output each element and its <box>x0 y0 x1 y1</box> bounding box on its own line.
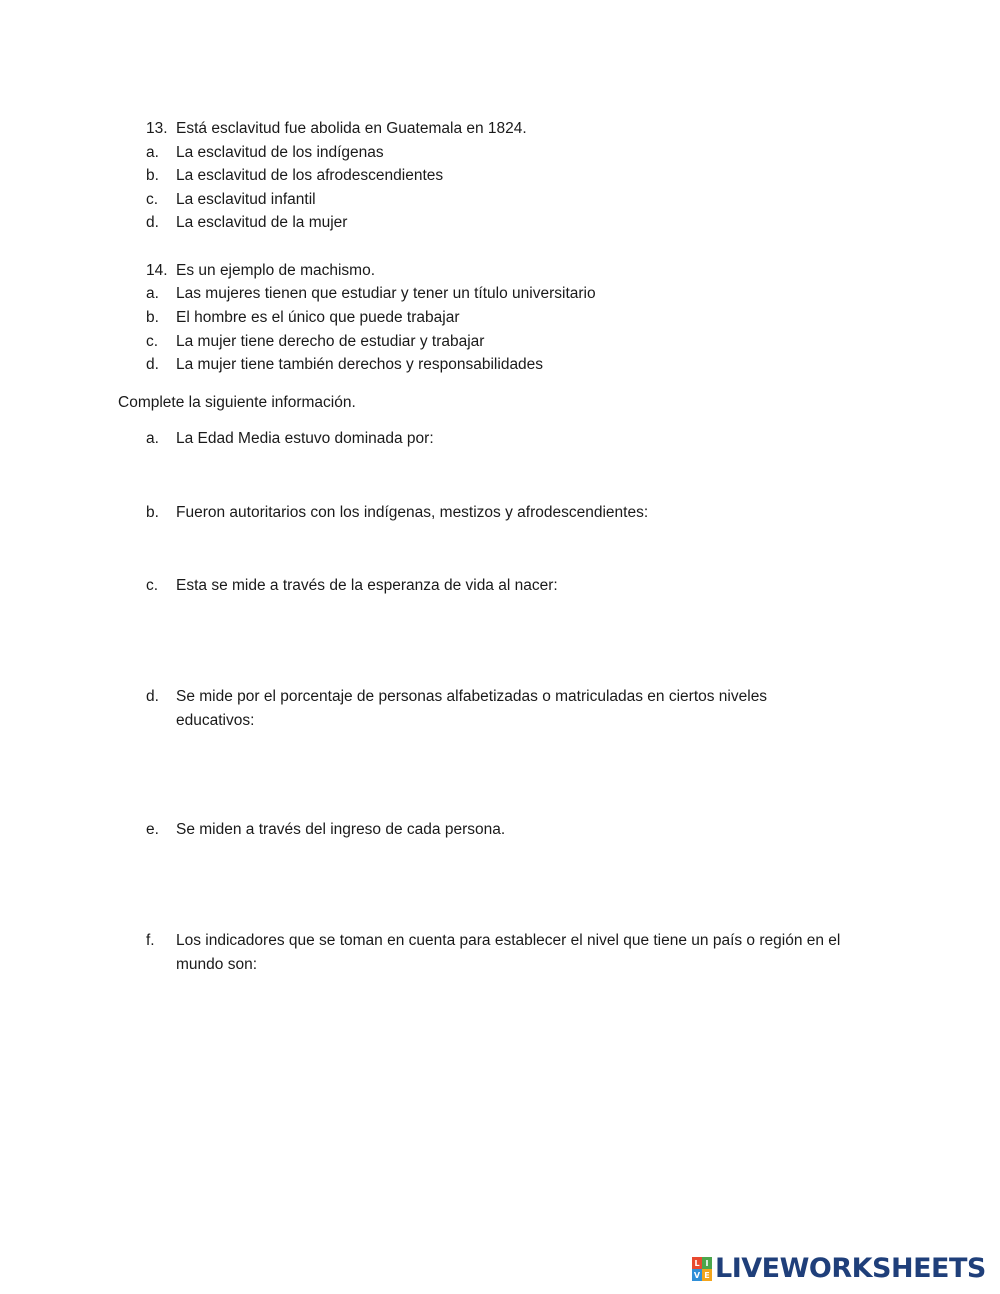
option-text[interactable]: Las mujeres tienen que estudiar y tener un título universitario <box>176 285 596 302</box>
item-text: Fueron autoritarios con los indígenas, mestizos y afrodescendientes: <box>176 504 649 521</box>
item-text: Los indicadores que se toman en cuenta para establecer el nivel que tiene un país o región en el <box>176 932 841 949</box>
question-number: 14. <box>146 262 168 279</box>
option-text[interactable]: La esclavitud de los indígenas <box>176 144 384 161</box>
option-text[interactable]: La esclavitud de la mujer <box>176 214 348 231</box>
option-letter: b. <box>146 309 159 326</box>
item-text: educativos: <box>176 712 255 729</box>
option-letter: a. <box>146 144 159 161</box>
option-letter: c. <box>146 191 159 208</box>
badge-letter: L <box>692 1257 702 1269</box>
question-number: 13. <box>146 120 168 137</box>
liveworksheets-logo <box>692 1253 986 1284</box>
question-prompt: Es un ejemplo de machismo. <box>176 262 376 279</box>
item-text: Se miden a través del ingreso de cada persona. <box>176 821 506 838</box>
item-text: La Edad Media estuvo dominada por: <box>176 430 434 447</box>
section-title: Complete la siguiente información. <box>118 394 356 411</box>
item-letter: b. <box>146 504 159 521</box>
question-prompt: Está esclavitud fue abolida en Guatemala en 1824. <box>176 120 527 137</box>
badge-letter: I <box>702 1257 712 1269</box>
option-letter: d. <box>146 214 159 231</box>
logo-text: LIVEWORKSHEETS <box>715 1253 986 1284</box>
option-letter: a. <box>146 285 159 302</box>
item-letter: d. <box>146 688 159 705</box>
item-text: Esta se mide a través de la esperanza de vida al nacer: <box>176 577 558 594</box>
option-letter: b. <box>146 167 159 184</box>
live-badge-icon <box>692 1257 712 1281</box>
item-text: Se mide por el porcentaje de personas alfabetizadas o matriculadas en ciertos niveles <box>176 688 768 705</box>
option-letter: c. <box>146 333 159 350</box>
option-text[interactable]: La mujer tiene también derechos y responsabilidades <box>176 356 544 373</box>
item-text: mundo son: <box>176 956 257 973</box>
item-letter: c. <box>146 577 159 594</box>
option-text[interactable]: La esclavitud infantil <box>176 191 316 208</box>
item-letter: a. <box>146 430 159 447</box>
item-letter: e. <box>146 821 159 838</box>
badge-letter: E <box>702 1269 712 1281</box>
option-text[interactable]: La mujer tiene derecho de estudiar y trabajar <box>176 333 485 350</box>
option-letter: d. <box>146 356 159 373</box>
option-text[interactable]: El hombre es el único que puede trabajar <box>176 309 460 326</box>
item-letter: f. <box>146 932 155 949</box>
option-text[interactable]: La esclavitud de los afrodescendientes <box>176 167 444 184</box>
badge-letter: V <box>693 1270 701 1280</box>
